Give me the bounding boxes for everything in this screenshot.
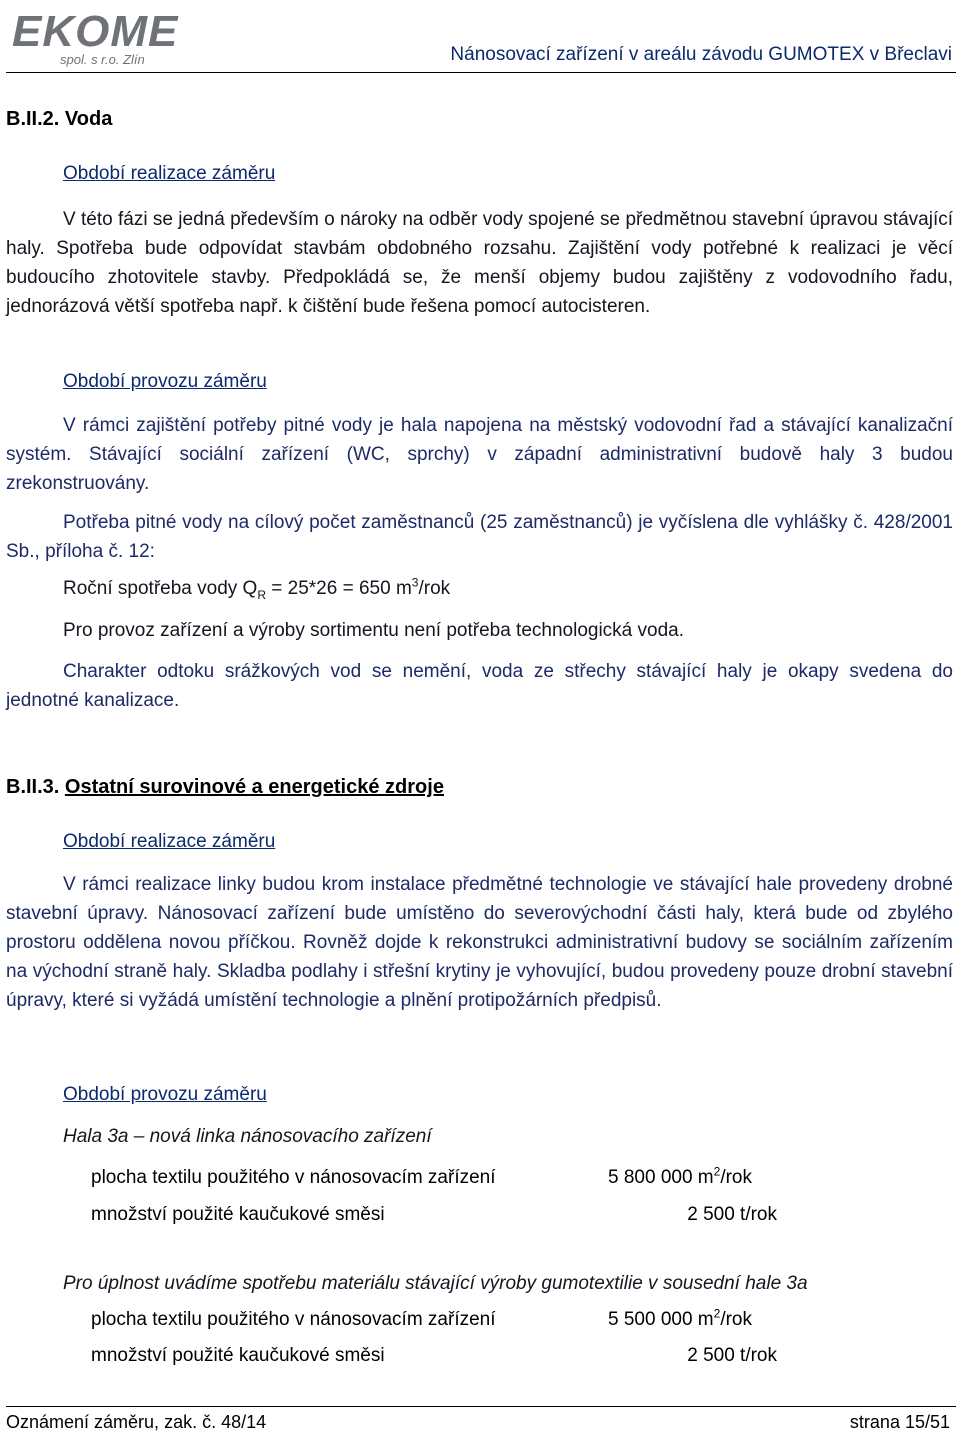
formula-prefix: Roční spotřeba vody Q xyxy=(63,578,258,599)
logo-text: EKOME xyxy=(12,7,179,56)
formula-unit: /rok xyxy=(418,578,451,599)
paragraph-voda-provoz-1: V rámci zajištění potřeby pitné vody je hala napojena na městský vodovodní řad a stávající kanalizační systém. Stávající sociální zařízení (WC, sprchy) v západní administrativní budově haly 3 budou zrekonstruovány. xyxy=(6,415,953,494)
subheading-provoz: Období provozu záměru xyxy=(63,371,267,392)
formula-equation: = 25*26 = 650 m xyxy=(266,578,412,599)
paragraph-srazkove-vody: Charakter odtoku srážkových vod se nemění, voda ze střechy stávající haly je okapy svedena do jednotné kanalizace. xyxy=(6,661,953,711)
formula-subscript: R xyxy=(257,587,266,602)
footer-document-ref: Oznámení záměru, zak. č. 48/14 xyxy=(6,1412,267,1432)
footer-page-number: strana 15/51 xyxy=(849,1412,950,1432)
footer-divider xyxy=(6,1406,956,1407)
paragraph-voda-provoz-2: Potřeba pitné vody na cílový počet zaměstnanců (25 zaměstnanců) je vyčíslena dle vyhlášky č. 428/2001 Sb., příloha č. 12: xyxy=(6,512,953,562)
subheading-realizace: Období realizace záměru xyxy=(63,163,276,184)
uplnost-title: Pro úplnost uvádíme spotřebu materiálu stávající výroby gumotextilie v sousední hale 3a xyxy=(63,1273,808,1294)
subheading-zdroje-provoz: Období provozu záměru xyxy=(63,1084,267,1105)
row-value: 2 500 t/rok xyxy=(687,1204,777,1225)
company-logo xyxy=(10,6,210,72)
section-heading-zdroje xyxy=(6,776,444,799)
row-label: plocha textilu použitého v nánosovacím zařízení xyxy=(91,1309,496,1330)
paragraph-technologicka-voda: Pro provoz zařízení a výroby sortimentu není potřeba technologická voda. xyxy=(63,620,685,641)
paragraph-voda-realizace: V této fázi se jedná především o nároky na odběr vody spojené se předmětnou stavební úpravou stávající haly. Spotřeba bude odpovídat stavbám obdobného rozsahu. Zajištění vody potřebné k realizaci je věcí budoucího zhotovitele stavby. Předpokládá se, že menší objemy budou zajištěny z vodovodního řadu, jednorázová větší spotřeba např. k čištění bude řešena pomocí autocisteren. xyxy=(6,209,953,317)
document-header-title: Nánosovací zařízení v areálu závodu GUMOTEX v Břeclavi xyxy=(450,44,952,65)
row-value: 5 500 000 $m^2$/rok xyxy=(608,1306,753,1330)
hala-3a-title: Hala 3a – nová linka nánosovacího zařízení xyxy=(63,1126,432,1147)
water-consumption-formula xyxy=(63,575,451,602)
header-divider xyxy=(6,72,956,73)
row-label: plocha textilu použitého v nánosovacím zařízení xyxy=(91,1167,496,1188)
logo-subtext: spol. s r.o. Zlín xyxy=(60,52,145,67)
formula-superscript: 3 xyxy=(411,575,419,590)
row-label: množství použité kaučukové směsi xyxy=(91,1204,385,1225)
row-value: 2 500 t/rok xyxy=(687,1345,777,1366)
section-number: B.II.3. xyxy=(6,776,60,798)
subheading-zdroje-realizace: Období realizace záměru xyxy=(63,831,276,852)
row-label: množství použité kaučukové směsi xyxy=(91,1345,385,1366)
row-value: 5 800 000 $m^2$/rok xyxy=(608,1164,753,1188)
paragraph-zdroje-realizace: V rámci realizace linky budou krom instalace předmětné technologie ve stávající hale provedeny drobné stavební úpravy. Nánosovací zařízení bude umístěno do severovýchodní části haly, která bude od zbylého prostoru oddělena novou příčkou. Rovněž dojde k rekonstrukci administrativní budovy se sociálním zařízením na východní straně haly. Skladba podlahy i střešní krytiny je vyhovující, budou provedeny pouze drobní stavební úpravy, které si vyžádá umístění technologie a plnění protipožárních předpisů. xyxy=(6,874,953,1011)
section-heading-voda: B.II.2. Voda xyxy=(6,108,113,130)
section-title: Ostatní surovinové a energetické zdroje xyxy=(64,776,444,798)
